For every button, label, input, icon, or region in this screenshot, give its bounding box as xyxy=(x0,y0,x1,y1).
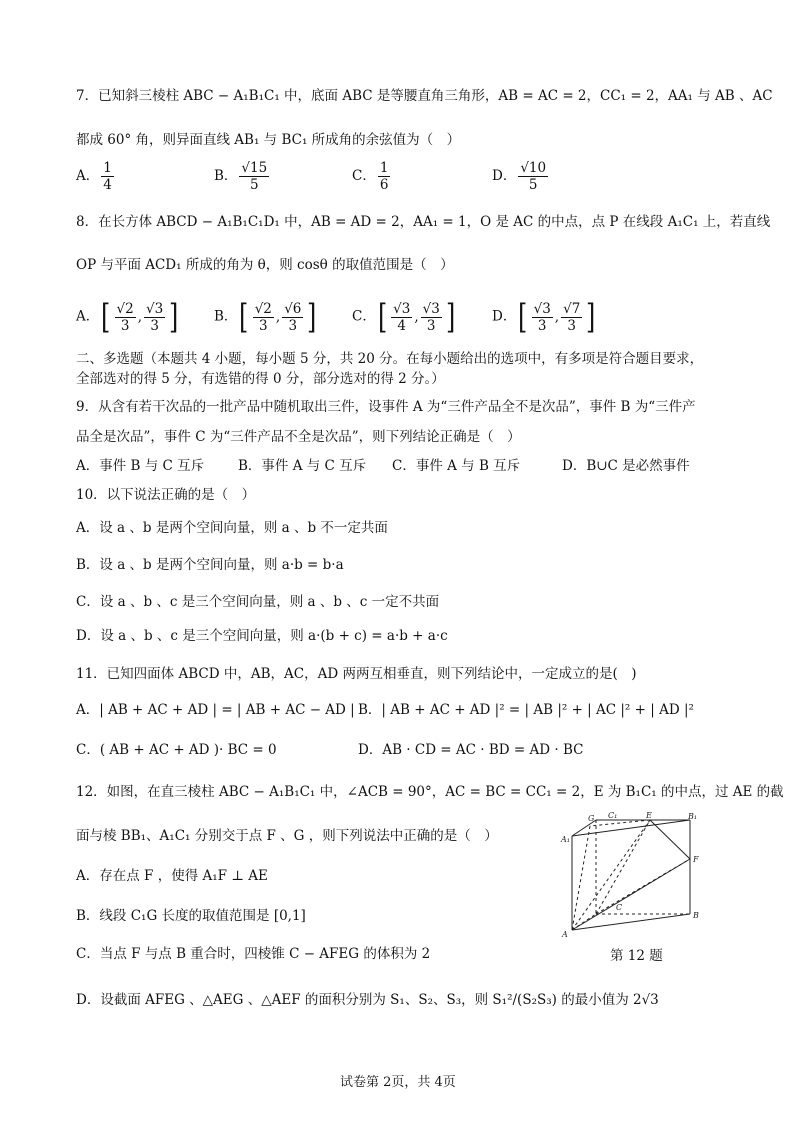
q7-option-d xyxy=(492,160,550,193)
page-footer: 试卷第 2页，共 4页 xyxy=(340,1075,456,1090)
fraction-numerator: √3 xyxy=(146,300,164,317)
q10-option-c: C．设 a 、b 、c 是三个空间向量，则 a 、b 、c 一定不共面 xyxy=(76,594,440,610)
right-bracket: ] xyxy=(445,297,456,337)
q7-line2: 都成 60° 角，则异面直线 AB₁ 与 BC₁ 所成角的余弦值为（ ） xyxy=(76,132,461,148)
fig-label-f: F xyxy=(693,855,699,864)
fraction-denominator: 3 xyxy=(258,317,268,334)
q7-option-label: A． xyxy=(76,168,100,184)
fraction-denominator: 4 xyxy=(103,177,112,193)
fraction-denominator: 3 xyxy=(120,317,130,334)
q12-option-b: B．线段 C₁G 长度的取值范围是 [0,1] xyxy=(76,908,306,924)
fig-label-c1: C₁ xyxy=(608,812,618,820)
q11-option-b: B．| AB + AC + AD |² = | AB |² + | AC |² + | AD |² xyxy=(358,702,694,718)
q12-line2: 面与棱 BB₁、A₁C₁ 分别交于点 F 、G ，则下列说法中正确的是（ ） xyxy=(76,828,498,844)
q8-option-interval xyxy=(376,297,457,337)
q12-line1: 12．如图，在直三棱柱 ABC − A₁B₁C₁ 中，∠ACB = 90°，AC = BC = CC₁ = 2，E 为 B₁C₁ 的中点，过 AE 的截 xyxy=(76,784,784,800)
q7-option-fraction xyxy=(518,160,548,193)
q9-line2: 品全是次品”，事件 C 为“三件产品不全是次品”，则下列结论正确是（ ） xyxy=(76,429,521,445)
fig-label-e: E xyxy=(646,812,652,820)
q10-option-d: D．设 a 、b 、c 是三个空间向量，则 a·(b + c) = a·b + a·c xyxy=(76,628,448,644)
fig-label-c: C xyxy=(616,903,623,912)
q7-option-fraction xyxy=(378,160,391,193)
interval-comma: , xyxy=(137,309,143,325)
q11-option-c: C．( AB + AC + AD )· BC = 0 xyxy=(76,742,277,758)
fraction-numerator: √10 xyxy=(520,160,547,176)
q11-option-d: D．AB · CD = AC · BD = AD · BC xyxy=(358,742,584,758)
right-bracket: ] xyxy=(169,297,179,337)
q10-option-a: A．设 a 、b 是两个空间向量，则 a 、b 不一定共面 xyxy=(76,520,388,536)
fraction-numerator: 1 xyxy=(103,160,112,176)
q7-option-a xyxy=(76,160,116,193)
q8-option-label: D． xyxy=(492,308,517,325)
q9-option-a: A．事件 B 与 C 互斥 xyxy=(76,458,205,474)
left-bracket: [ xyxy=(377,297,388,337)
q7-option-fraction xyxy=(239,160,269,193)
q12-option-d: D．设截面 AFEG 、△AEG 、△AEF 的面积分别为 S₁、S₂、S₃，则 S₁²/(S₂S₃) 的最小值为 2√3 xyxy=(76,992,659,1008)
q7-option-label: C． xyxy=(352,168,376,184)
fraction-numerator: √3 xyxy=(422,300,440,317)
q12-option-c: C．当点 F 与点 B 重合时，四棱锥 C − AFEG 的体积为 2 xyxy=(76,946,431,962)
fraction-numerator: √3 xyxy=(393,300,411,317)
q12-figure-caption: 第 12 题 xyxy=(610,948,663,964)
q7-line1: 7．已知斜三棱柱 ABC − A₁B₁C₁ 中，底面 ABC 是等腰直角三角形，AB = AC = 2，CC₁ = 2，AA₁ 与 AB 、AC xyxy=(76,88,773,104)
fraction-denominator: 6 xyxy=(379,177,389,193)
fig-label-b: B xyxy=(693,911,699,920)
fraction-numerator: √15 xyxy=(241,160,268,176)
q10-stem: 10．以下说法正确的是（ ） xyxy=(76,487,256,503)
section2-line2: 全部选对的得 5 分，有选错的得 0 分，部分选对的得 2 分。） xyxy=(76,371,445,387)
fraction-numerator: √6 xyxy=(284,300,302,317)
fraction-numerator: 1 xyxy=(379,160,389,176)
q8-option-interval xyxy=(516,297,597,337)
interval-fraction xyxy=(253,301,274,334)
left-bracket: [ xyxy=(518,297,528,337)
q8-option-a xyxy=(76,297,180,337)
q12-option-a: A．存在点 F ，使得 A₁F ⊥ AE xyxy=(76,868,268,884)
q8-line2: OP 与平面 ACD₁ 所成的角为 θ，则 cosθ 的取值范围是（ ） xyxy=(76,257,454,273)
fraction-denominator: 3 xyxy=(288,317,298,334)
q7-option-label: D． xyxy=(492,168,517,184)
fraction-denominator: 5 xyxy=(250,177,259,193)
q8-option-label: C． xyxy=(352,308,376,325)
interval-fraction xyxy=(115,301,136,334)
q7-option-c xyxy=(352,160,392,193)
q8-line1: 8．在长方体 ABCD − A₁B₁C₁D₁ 中，AB = AD = 2，AA₁ = 1，O 是 AC 的中点，点 P 在线段 A₁C₁ 上，若直线 xyxy=(76,214,771,230)
q9-option-d: D．B∪C 是必然事件 xyxy=(562,458,690,474)
fraction-numerator: √2 xyxy=(116,300,134,317)
q8-option-interval xyxy=(237,297,318,337)
q8-option-label: A． xyxy=(76,308,100,325)
interval-fraction xyxy=(421,301,442,334)
fraction-numerator: √2 xyxy=(254,300,272,317)
q9-option-c: C．事件 A 与 B 互斥 xyxy=(392,458,521,474)
fraction-denominator: 3 xyxy=(426,317,436,334)
q8-option-c xyxy=(352,297,457,337)
fraction-numerator: √7 xyxy=(563,300,581,317)
fig-label-g: G xyxy=(588,814,595,823)
q11-stem: 11．已知四面体 ABCD 中，AB，AC，AD 两两互相垂直，则下列结论中，一定成立的是( ) xyxy=(76,666,637,682)
q7-option-label: B． xyxy=(214,168,238,184)
interval-comma: , xyxy=(275,309,281,325)
q9-line1: 9．从含有若干次品的一批产品中随机取出三件，设事件 A 为“三件产品全不是次品”，事件 B 为“三件产 xyxy=(76,399,696,415)
fig-label-a: A xyxy=(562,930,568,939)
q8-option-label: B． xyxy=(214,308,238,325)
q12-prism-figure xyxy=(560,812,720,940)
q10-option-b: B．设 a 、b 是两个空间向量，则 a·b = b·a xyxy=(76,557,344,573)
q8-option-interval xyxy=(99,297,180,337)
left-bracket: [ xyxy=(239,297,249,337)
interval-comma: , xyxy=(414,309,419,325)
fraction-denominator: 5 xyxy=(528,177,538,193)
interval-fraction xyxy=(282,301,303,334)
q8-option-d xyxy=(492,297,598,337)
interval-comma: , xyxy=(554,309,560,325)
interval-fraction xyxy=(532,301,553,334)
q9-option-b: B．事件 A 与 C 互斥 xyxy=(238,458,367,474)
interval-fraction xyxy=(391,301,412,334)
fraction-denominator: 4 xyxy=(397,317,406,334)
q7-option-fraction xyxy=(101,160,114,193)
fig-label-a1: A₁ xyxy=(561,835,570,844)
right-bracket: ] xyxy=(307,297,317,337)
q11-option-a: A．| AB + AC + AD | = | AB + AC − AD | xyxy=(76,702,355,718)
fraction-denominator: 3 xyxy=(567,317,576,334)
section2-line1: 二、多选题（本题共 4 小题，每小题 5 分，共 20 分。在每小题给出的选项中，有多项是符合题目要求， xyxy=(76,351,704,367)
right-bracket: ] xyxy=(586,297,596,337)
q7-option-b xyxy=(214,160,271,193)
fraction-numerator: √3 xyxy=(533,300,551,317)
fig-label-b1: B₁ xyxy=(688,812,698,821)
fraction-denominator: 3 xyxy=(537,317,547,334)
interval-fraction xyxy=(144,301,165,334)
left-bracket: [ xyxy=(101,297,111,337)
interval-fraction xyxy=(561,301,582,334)
fraction-denominator: 3 xyxy=(150,317,159,334)
q8-option-b xyxy=(214,297,319,337)
